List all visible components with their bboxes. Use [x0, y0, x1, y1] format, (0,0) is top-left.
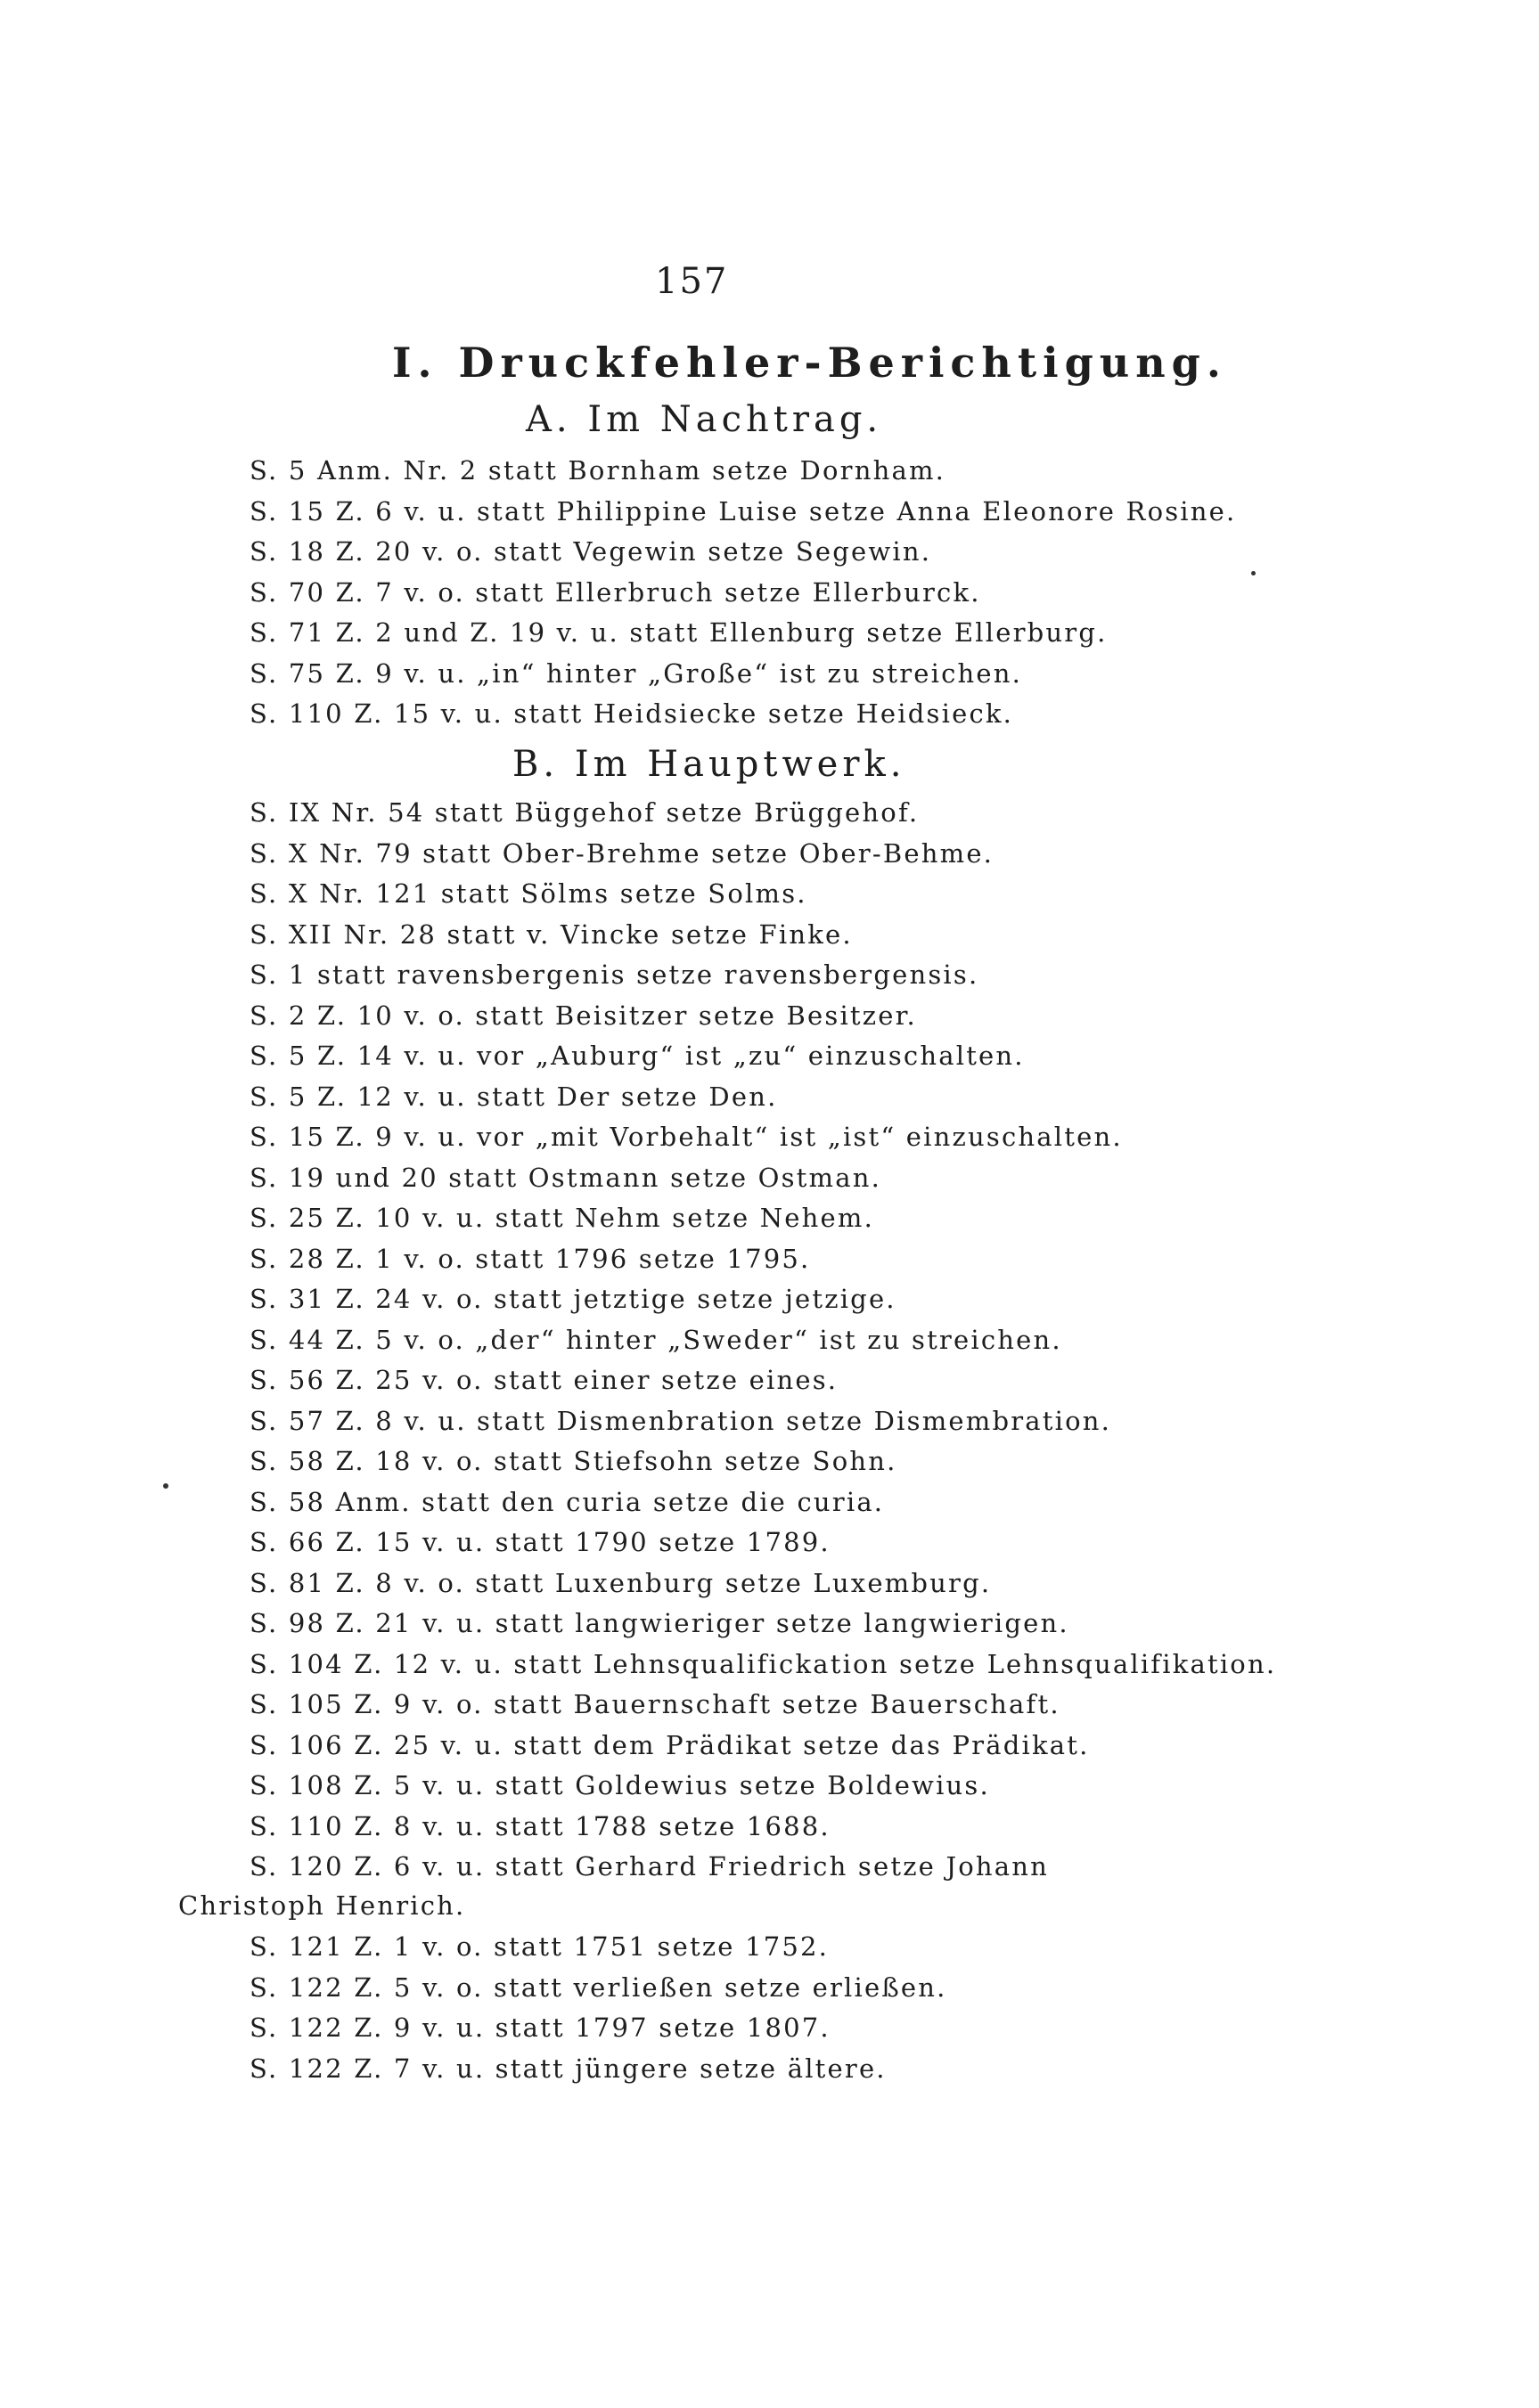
erratum-entry: S. 58 Z. 18 v. o. statt Stiefsohn setze Sohn.: [250, 1446, 897, 1476]
erratum-entry: S. 105 Z. 9 v. o. statt Bauernschaft setze Bauerschaft.: [250, 1689, 1060, 1719]
erratum-entry: S. X Nr. 79 statt Ober-Brehme setze Ober-Behme.: [250, 837, 995, 869]
erratum-entry: S. XII Nr. 28 statt v. Vincke setze Finke.: [250, 918, 853, 950]
page-title: I. Druckfehler-Berichtigung.: [392, 339, 1227, 387]
section-heading-nachtrag: A. Im Nachtrag.: [526, 399, 883, 440]
erratum-entry: S. 25 Z. 10 v. u. statt Nehm setze Nehem.: [250, 1203, 875, 1233]
print-speck: [163, 1483, 168, 1489]
erratum-entry: S. 71 Z. 2 und Z. 19 v. u. statt Ellenburg setze Ellerburg.: [250, 617, 1108, 648]
erratum-entry: S. 18 Z. 20 v. o. statt Vegewin setze Segewin.: [250, 536, 932, 567]
erratum-entry: S. 5 Z. 14 v. u. vor „Auburg“ ist „zu“ einzuschalten.: [250, 1041, 1025, 1071]
erratum-list-hauptwerk: [0, 793, 1539, 2089]
erratum-entry: S. 108 Z. 5 v. u. statt Goldewius setze Boldewius.: [250, 1770, 990, 1800]
erratum-entry: S. 15 Z. 9 v. u. vor „mit Vorbehalt“ ist „ist“ einzuschalten.: [250, 1122, 1123, 1152]
erratum-entry: S. 58 Anm. statt den curia setze die curia.: [250, 1486, 885, 1517]
section-heading-hauptwerk: B. Im Hauptwerk.: [512, 744, 906, 785]
erratum-entry: S. 122 Z. 5 v. o. statt verließen setze erließen.: [250, 1971, 947, 2003]
erratum-entry: S. 5 Anm. Nr. 2 statt Bornham setze Dornham.: [250, 455, 946, 486]
page-number: 157: [655, 261, 729, 302]
erratum-entry: S. 106 Z. 25 v. u. statt dem Prädikat setze das Prädikat.: [250, 1729, 1090, 1760]
erratum-list-nachtrag: [0, 451, 1539, 735]
erratum-entry: S. 2 Z. 10 v. o. statt Beisitzer setze Besitzer.: [250, 1000, 917, 1031]
print-speck: [1251, 571, 1256, 575]
erratum-entry: S. 15 Z. 6 v. u. statt Philippine Luise setze Anna Eleonore Rosine.: [250, 495, 1237, 526]
erratum-entry: S. X Nr. 121 statt Sölms setze Solms.: [250, 878, 807, 909]
erratum-entry: S. 5 Z. 12 v. u. statt Der setze Den.: [250, 1081, 778, 1112]
erratum-entry: S. 122 Z. 7 v. u. statt jüngere setze ältere.: [250, 2053, 887, 2084]
erratum-entry: S. 31 Z. 24 v. o. statt jetztige setze jetzige.: [250, 1284, 896, 1314]
erratum-entry: S. 19 und 20 statt Ostmann setze Ostman.: [250, 1162, 882, 1193]
erratum-entry: S. 98 Z. 21 v. u. statt langwieriger setze langwierigen.: [250, 1608, 1069, 1638]
erratum-entry: S. 28 Z. 1 v. o. statt 1796 setze 1795.: [250, 1243, 811, 1274]
erratum-entry: S. IX Nr. 54 statt Büggehof setze Brüggehof.: [250, 797, 920, 828]
erratum-entry: S. 110 Z. 15 v. u. statt Heidsiecke setze Heidsieck.: [250, 698, 1014, 729]
erratum-entry: S. 110 Z. 8 v. u. statt 1788 setze 1688.: [250, 1810, 831, 1841]
erratum-entry: S. 122 Z. 9 v. u. statt 1797 setze 1807.: [250, 2012, 831, 2043]
erratum-entry: S. 66 Z. 15 v. u. statt 1790 setze 1789.: [250, 1527, 831, 1557]
erratum-entry: S. 70 Z. 7 v. o. statt Ellerbruch setze Ellerburck.: [250, 576, 981, 608]
erratum-entry: S. 57 Z. 8 v. u. statt Dismenbration setze Dismembration.: [250, 1405, 1112, 1436]
erratum-entry: S. 104 Z. 12 v. u. statt Lehnsqualifickation setze Lehnsqualifikation.: [250, 1648, 1277, 1679]
erratum-entry: S. 81 Z. 8 v. o. statt Luxenburg setze Luxemburg.: [250, 1567, 992, 1598]
erratum-entry: S. 56 Z. 25 v. o. statt einer setze eines.: [250, 1365, 839, 1395]
erratum-entry: S. 1 statt ravensbergenis setze ravensbergensis.: [250, 959, 979, 990]
erratum-entry: S. 120 Z. 6 v. u. statt Gerhard Friedrich setze Johann Christoph Henrich.: [178, 1851, 1050, 1921]
erratum-entry: S. 75 Z. 9 v. u. „in“ hinter „Große“ ist zu streichen.: [250, 657, 1023, 689]
erratum-entry: S. 44 Z. 5 v. o. „der“ hinter „Sweder“ ist zu streichen.: [250, 1324, 1062, 1355]
erratum-entry: S. 121 Z. 1 v. o. statt 1751 setze 1752.: [250, 1931, 830, 1962]
